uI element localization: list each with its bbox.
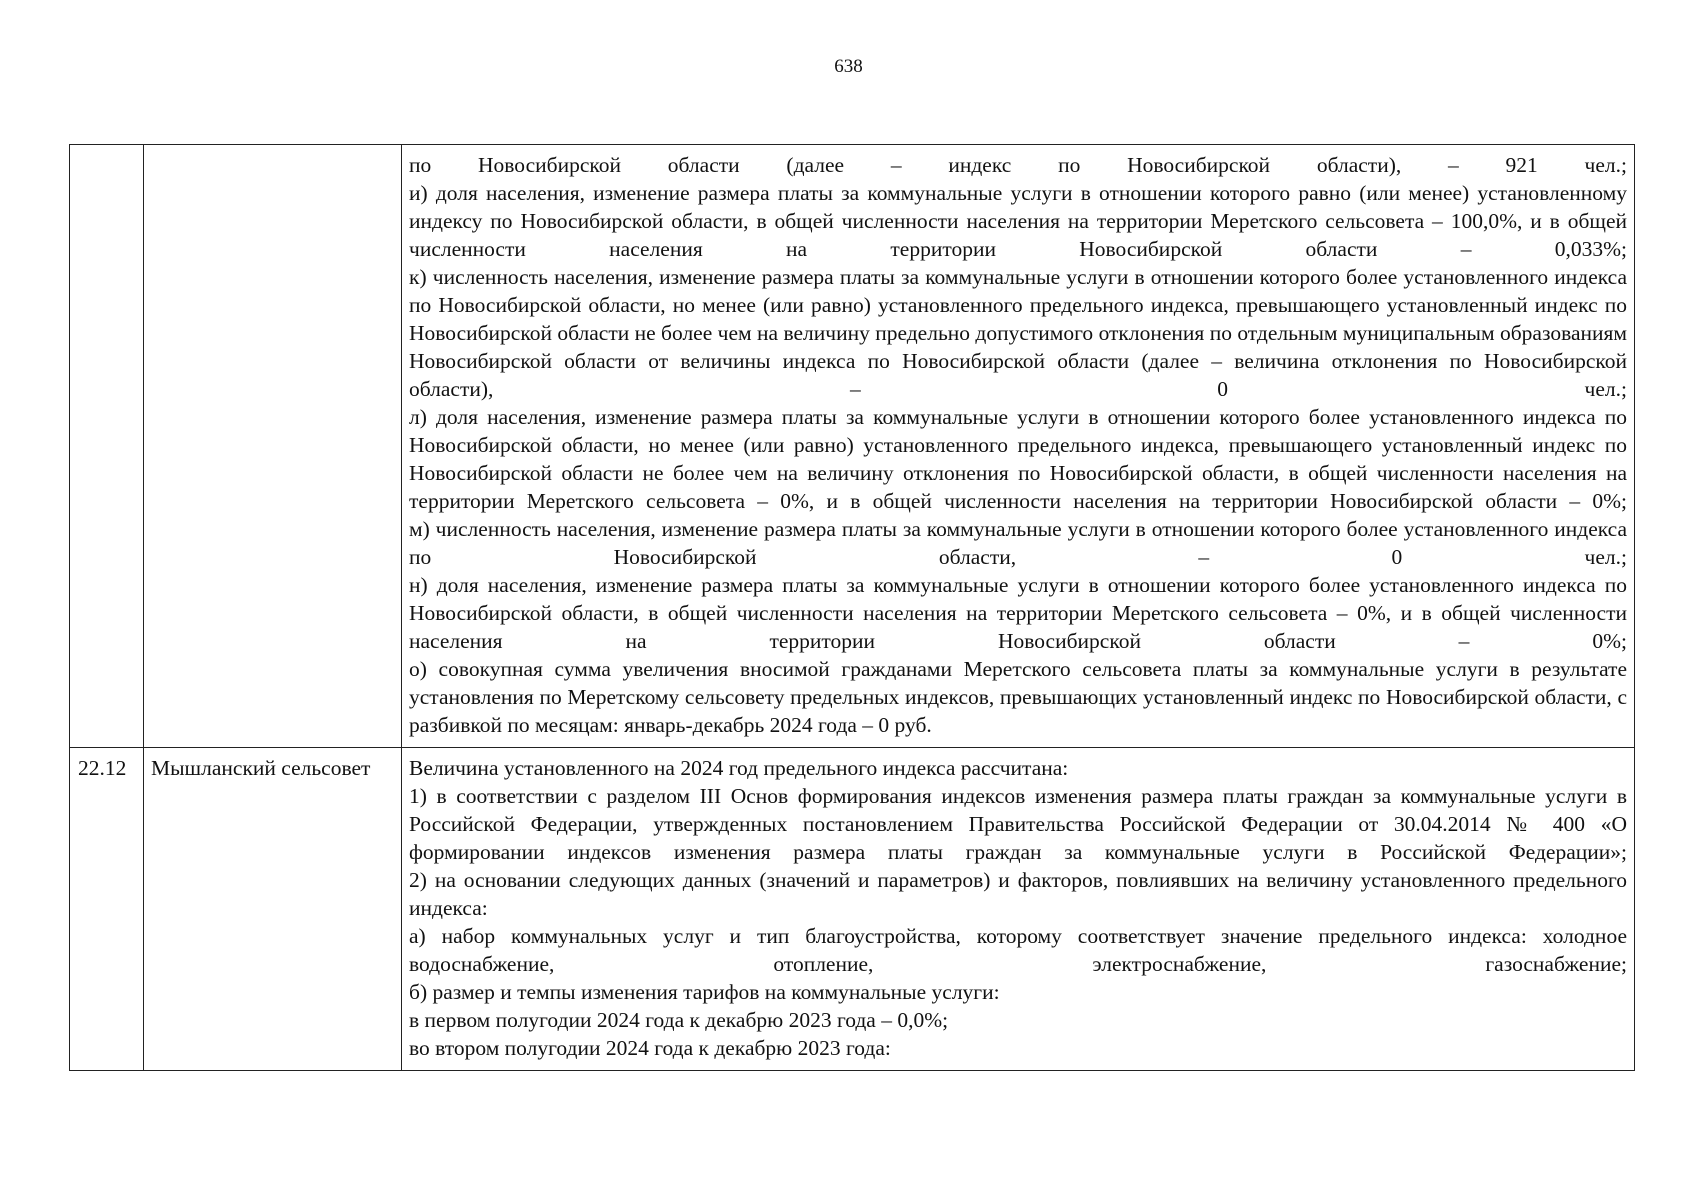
paragraph: к) численность населения, изменение размера платы за коммунальные услуги в отношении которого более установленного индекса по Новосибирской области, но менее (или равно) установленного предельного индекса, превышающего установленный индекс по Новосибирской области не более чем на величину предельно допустимого отклонения по отдельным муниципальным образованиям Новосибирской области от величины индекса по Новосибирской области (далее – величина отклонения по Новосибирской области), – 0 чел.; (409, 265, 1627, 401)
paragraph: 1) в соответствии с разделом III Основ формирования индексов изменения размера платы граждан за коммунальные услуги в Российской Федерации, утвержденных постановлением Правительства Российской Федерации от 30.04.2014 № 400 «О формировании индексов изменения размера платы граждан за коммунальные услуги в Российской Федерации»; (409, 784, 1627, 864)
paragraph: по Новосибирской области (далее – индекс по Новосибирской области), – 921 чел.; (409, 153, 1627, 177)
description-cell (402, 748, 1635, 1071)
paragraph: 2) на основании следующих данных (значений и параметров) и факторов, повлиявших на величину установленного предельного индекса: (409, 868, 1627, 920)
page-number: 638 (834, 56, 863, 77)
description-cell (402, 145, 1635, 748)
municipality-name-cell: Мышланский сельсовет (144, 748, 402, 1071)
tariff-index-table (69, 144, 1635, 1071)
paragraph: н) доля населения, изменение размера платы за коммунальные услуги в отношении которого более установленного индекса по Новосибирской области, в общей численности населения на территории Меретского сельсовета – 0%, и в общей численности населения на территории Новосибирской области – 0%; (409, 573, 1627, 653)
paragraph: в первом полугодии 2024 года к декабрю 2023 года – 0,0%; (409, 1008, 949, 1032)
paragraph: а) набор коммунальных услуг и тип благоустройства, которому соответствует значение предельного индекса: холодное водоснабжение, отопление, электроснабжение, газоснабжение; (409, 924, 1627, 976)
row-number-cell: 22.12 (70, 748, 144, 1071)
paragraph: во втором полугодии 2024 года к декабрю 2023 года: (409, 1036, 891, 1060)
table-row (70, 145, 1635, 748)
paragraph: о) совокупная сумма увеличения вносимой гражданами Меретского сельсовета платы за коммунальные услуги в результате установления по Меретскому сельсовету предельных индексов, превышающих установленный индекс по Новосибирской области, с разбивкой по месяцам: январь-декабрь 2024 года – 0 руб. (409, 657, 1627, 737)
paragraph: л) доля населения, изменение размера платы за коммунальные услуги в отношении которого более установленного индекса по Новосибирской области, но менее (или равно) установленного предельного индекса, превышающего установленный индекс по Новосибирской области не более чем на величину отклонения по Новосибирской области, в общей численности населения на территории Меретского сельсовета – 0%, и в общей численности населения на территории Новосибирской области – 0%; (409, 405, 1627, 513)
paragraph: Величина установленного на 2024 год предельного индекса рассчитана: (409, 756, 1069, 780)
table-row (70, 748, 1635, 1071)
municipality-name-cell (144, 145, 402, 748)
paragraph: б) размер и темпы изменения тарифов на коммунальные услуги: (409, 980, 1000, 1004)
paragraph: м) численность населения, изменение размера платы за коммунальные услуги в отношении которого более установленного индекса по Новосибирской области, – 0 чел.; (409, 517, 1627, 569)
row-number-cell (70, 145, 144, 748)
paragraph: и) доля населения, изменение размера платы за коммунальные услуги в отношении которого равно (или менее) установленному индексу по Новосибирской области, в общей численности населения на территории Меретского сельсовета – 100,0%, и в общей численности населения на территории Новосибирской области – 0,033%; (409, 181, 1627, 261)
